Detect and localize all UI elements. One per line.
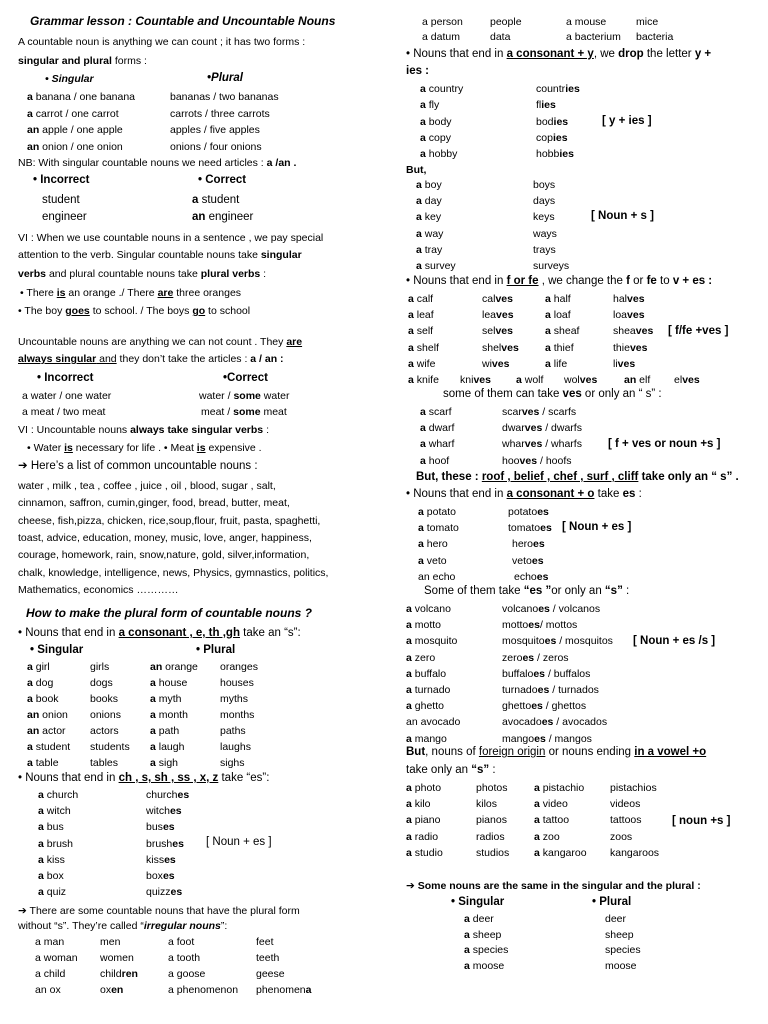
uncount-list-line: cinnamon, saffron, cumin,ginger, food, bread, butter, meat, — [18, 497, 290, 510]
uncount-list-line: courage, homework, rain, snow,nature, gold, silver,information, — [18, 549, 310, 562]
singular-word: an echo — [418, 570, 456, 583]
rule2-tag: [ Noun + es ] — [206, 836, 272, 848]
correct-head-2: •Correct — [223, 372, 268, 384]
singular-word: a motto — [406, 619, 442, 632]
singular-word: a month — [150, 709, 188, 721]
vi1-line-2: attention to the verb. Singular countable nouns take singular — [18, 249, 302, 261]
singular-word: a hobby — [420, 148, 458, 161]
singular-word: a buffalo — [406, 667, 447, 680]
singular-word: a country — [420, 83, 464, 95]
intro-line-2: singular and plural forms : — [18, 55, 147, 67]
plural-word: moose — [605, 959, 637, 972]
plural-form: apples / five apples — [170, 124, 260, 136]
plural-word: calves — [482, 293, 513, 305]
plural-word: bacteria — [636, 31, 674, 43]
plural-word: radios — [476, 830, 505, 843]
plural-word: myths — [220, 693, 249, 705]
plural-word: potatoes — [508, 506, 549, 518]
singular-word: a survey — [416, 260, 456, 272]
same-plural-head: • Plural — [592, 896, 632, 908]
plural-word: vetoes — [512, 554, 544, 567]
plural-word: lives — [613, 357, 636, 370]
singular-form: a carrot / one carrot — [27, 107, 119, 120]
singular-word: a shelf — [408, 341, 439, 354]
plural-word: buffaloes / buffalos — [502, 667, 591, 680]
correct-example: water / some water — [199, 390, 290, 402]
singular-word: a datum — [422, 31, 460, 43]
singular-word: a deer — [464, 913, 494, 925]
singular-word: a body — [420, 115, 452, 128]
incorrect-head-2: • Incorrect — [37, 372, 94, 384]
plural-word: tattoos — [610, 814, 642, 827]
rule4-some-tag: [ f + ves or noun +s ] — [608, 438, 721, 450]
plural-word: children — [100, 968, 138, 980]
singular-word: a leaf — [408, 309, 434, 322]
singular-word: a species — [464, 944, 509, 956]
singular-word: a loaf — [545, 309, 571, 322]
plural-word: loaves — [613, 309, 645, 322]
vi1-line-1: VI : When we use countable nouns in a sentence , we pay special — [18, 232, 324, 244]
plural-word: surveys — [533, 260, 570, 272]
uncount-line-2: always singular and they don’t take the articles : a / an : — [18, 353, 284, 365]
singular-word: an elf — [624, 374, 651, 386]
rule4-but-line: But, these : roof , belief , chef , surf , cliff take only an “ s” . — [416, 471, 739, 483]
plural-word: keys — [533, 211, 555, 224]
same-singular-head: • Singular — [451, 896, 505, 908]
singular-word: a thief — [545, 341, 574, 354]
plural-word: sighs — [220, 757, 245, 769]
singular-word: a sigh — [150, 757, 179, 769]
singular-word: a calf — [408, 293, 434, 305]
singular-word: a wharf — [420, 438, 455, 451]
plural-word: feet — [256, 936, 274, 948]
plural-word: mottoes/ mottos — [502, 619, 578, 632]
plural-word: oranges — [220, 661, 258, 673]
intro-line-1: A countable noun is anything we can count ; it has two forms : — [18, 36, 306, 48]
rule5-some-tag: [ Noun + es /s ] — [633, 635, 716, 647]
singular-word: a tattoo — [534, 814, 570, 827]
singular-word: a hoof — [420, 454, 450, 467]
singular-word: a man — [35, 936, 65, 948]
plural-word: paths — [220, 725, 246, 737]
singular-word: a bus — [38, 821, 64, 834]
singular-word: a knife — [408, 374, 439, 386]
plural-word: teeth — [256, 952, 280, 964]
plural-word: shelves — [482, 341, 519, 354]
rule3-head-cont: ies : — [406, 65, 430, 77]
uncount-list-line: chalk, knowledge, intelligence, news, Physics, gymnastics, politics, — [18, 566, 329, 579]
rule3-head: • Nouns that end in a consonant + y, we drop the letter y + — [406, 48, 712, 60]
plural-word: halves — [613, 293, 645, 305]
singular-word: a key — [416, 211, 442, 224]
singular-word: a mango — [406, 732, 447, 745]
plural-word: kangaroos — [610, 846, 660, 859]
singular-word: a book — [27, 693, 59, 705]
singular-word: a dwarf — [420, 422, 455, 435]
plural-word: photos — [476, 782, 508, 794]
plural-word: kisses — [146, 853, 176, 866]
correct-example: meat / some meat — [201, 406, 287, 418]
singular-word: an actor — [27, 725, 66, 737]
incorrect-example: engineer — [42, 211, 87, 223]
singular-form: an apple / one apple — [27, 124, 123, 136]
correct-example: an engineer — [192, 211, 254, 223]
foreign-line-1: But, nouns of foreign origin or nouns ending in a vowel +o — [406, 746, 707, 758]
rule3-tag: [ y + ies ] — [602, 115, 652, 127]
foreign-line-2: take only an “s” : — [406, 764, 496, 776]
singular-word: a ghetto — [406, 700, 444, 713]
rule1-singular-head: • Singular — [30, 644, 84, 656]
plural-word: elves — [674, 374, 700, 386]
singular-word: a fly — [420, 99, 440, 112]
singular-word: a way — [416, 227, 444, 240]
rule1-plural-head: • Plural — [196, 644, 236, 656]
plural-word: wolves — [564, 374, 598, 386]
plural-word: scarves / scarfs — [502, 406, 577, 418]
plural-form: onions / four onions — [170, 140, 262, 153]
singular-form: an onion / one onion — [27, 140, 123, 153]
uncount-line-1: Uncountable nouns are anything we can not count . They are — [18, 336, 303, 348]
singular-word: a studio — [406, 846, 443, 859]
singular-word: a dog — [27, 677, 54, 689]
singular-word: a life — [545, 357, 568, 370]
singular-word: a zero — [406, 651, 436, 664]
plural-word: months — [220, 709, 255, 721]
plural-word: flies — [536, 99, 556, 112]
plural-word: mice — [636, 16, 659, 28]
singular-word: a moose — [464, 959, 505, 972]
plural-form: bananas / two bananas — [170, 91, 279, 103]
plural-word: phenomena — [256, 984, 312, 996]
singular-word: a wife — [408, 357, 436, 370]
singular-word: a day — [416, 195, 442, 208]
singular-word: a veto — [418, 554, 447, 567]
plural-word: hooves / hoofs — [502, 454, 572, 467]
singular-word: a wolf — [516, 374, 544, 386]
plural-word: books — [90, 693, 119, 705]
plural-word: knives — [460, 374, 491, 386]
plural-word: echoes — [514, 570, 549, 583]
rule2-head: • Nouns that end in ch , s, sh , ss , x, z take “es”: — [18, 772, 270, 784]
plural-word: quizzes — [146, 886, 183, 899]
singular-word: a mosquito — [406, 635, 458, 648]
vi1-example-2: • The boy goes to school. / The boys go to school — [18, 305, 251, 317]
foreign-tag: [ noun +s ] — [672, 815, 731, 827]
plural-word: churches — [146, 789, 190, 801]
singular-word: a photo — [406, 782, 442, 794]
plural-word: mosquitoes / mosquitos — [502, 635, 613, 648]
plural-word: volcanoes / volcanos — [502, 603, 601, 615]
plural-word: turnadoes / turnados — [502, 684, 599, 696]
singular-word: a copy — [420, 131, 451, 144]
plural-word: thieves — [613, 341, 648, 354]
singular-word: a student — [27, 741, 71, 753]
plural-word: zoos — [610, 830, 633, 843]
singular-word: a woman — [35, 952, 78, 964]
rule4-head: • Nouns that end in f or fe , we change the f or fe to v + es : — [406, 275, 713, 287]
plural-word: laughs — [220, 741, 251, 753]
plural-form: carrots / three carrots — [170, 107, 270, 120]
uncount-list-line: cheese, fish,pizza, chicken, rice,soup,flour, fruit, pasta, spaghetti, — [18, 514, 321, 527]
singular-word: an onion — [27, 709, 68, 721]
singular-word: a church — [38, 789, 79, 801]
plural-word: ways — [533, 227, 557, 240]
plural-word: sheaves — [613, 325, 654, 338]
singular-word: a self — [408, 325, 434, 338]
plural-word: days — [533, 195, 556, 208]
vi1-example-1: • There is an orange ./ There are three oranges — [20, 287, 242, 299]
singular-word: a hero — [418, 538, 448, 551]
singular-word: a girl — [27, 661, 50, 673]
irregular-line-2: without “s”. They’re called “irregular nouns”: — [18, 920, 228, 932]
plural-word: boxes — [146, 870, 175, 882]
plural-word: girls — [90, 661, 110, 673]
singular-word: a path — [150, 725, 180, 737]
plural-word: sheep — [605, 928, 634, 941]
singular-word: a child — [35, 968, 66, 980]
plural-word: boys — [533, 179, 556, 191]
plural-word: selves — [482, 325, 513, 338]
irregular-line-1: ➔ There are some countable nouns that have the plural form — [18, 905, 300, 917]
singular-word: a potato — [418, 506, 456, 518]
plural-word: species — [605, 944, 641, 956]
singular-word: a house — [150, 677, 188, 689]
singular-word: a foot — [168, 936, 195, 948]
singular-word: an orange — [150, 661, 198, 673]
singular-word: a volcano — [406, 603, 451, 615]
vi2-line: VI : Uncountable nouns always take singular verbs : — [18, 424, 269, 436]
plural-word: men — [100, 936, 121, 948]
singular-word: a sheep — [464, 928, 502, 941]
plural-word: witches — [146, 805, 182, 818]
vi1-line-3: verbs and plural countable nouns take plural verbs : — [18, 268, 267, 280]
plural-word: people — [490, 16, 522, 28]
plural-word: trays — [533, 243, 556, 256]
plural-word: students — [90, 741, 130, 753]
singular-word: a phenomenon — [168, 984, 239, 996]
rule4-some-head: some of them can take ves or only an “ s” : — [443, 388, 662, 400]
vi2-example: • Water is necessary for life . • Meat is expensive . — [27, 442, 262, 454]
singular-word: a table — [27, 757, 59, 769]
plural-word: zeroes / zeros — [502, 651, 569, 664]
plural-head: •Plural — [207, 72, 243, 84]
plural-word: countries — [536, 83, 580, 95]
page-title: Grammar lesson : Countable and Uncountable Nouns — [30, 14, 336, 28]
singular-head: • Singular — [45, 73, 94, 85]
singular-word: a tooth — [168, 952, 201, 964]
singular-word: a tray — [416, 243, 443, 256]
plural-word: wharves / wharfs — [502, 438, 582, 451]
singular-word: an ox — [35, 984, 61, 996]
plural-word: avocadoes / avocados — [502, 716, 608, 729]
uncount-list-line: water , milk , tea , coffee , juice , oil , blood, sugar , salt, — [18, 480, 276, 492]
singular-word: a kilo — [406, 798, 431, 811]
incorrect-example: a meat / two meat — [22, 406, 106, 418]
uncount-list-line: Mathematics, economics ………… — [18, 583, 179, 596]
singular-word: a pistachio — [534, 782, 585, 794]
plural-word: buses — [146, 821, 175, 834]
rule5-head: • Nouns that end in a consonant + o take es : — [406, 488, 642, 500]
plural-word: dwarves / dwarfs — [502, 422, 582, 435]
singular-form: a banana / one banana — [27, 91, 136, 103]
plural-word: oxen — [100, 984, 124, 996]
plural-word: actors — [90, 725, 119, 737]
plural-word: data — [490, 31, 511, 43]
plural-word: pistachios — [610, 782, 657, 794]
correct-example: a student — [192, 194, 240, 206]
plural-word: heroes — [512, 538, 545, 551]
plural-word: houses — [220, 677, 254, 689]
rule4-tag: [ f/fe +ves ] — [668, 325, 729, 337]
plural-word: kilos — [476, 798, 498, 811]
plural-word: geese — [256, 968, 285, 980]
singular-word: a myth — [150, 693, 182, 705]
plural-word: deer — [605, 913, 627, 925]
plural-word: women — [100, 952, 134, 964]
incorrect-example: student — [42, 194, 80, 206]
singular-word: a scarf — [420, 406, 452, 418]
singular-word: a piano — [406, 814, 441, 827]
singular-word: a goose — [168, 968, 206, 980]
singular-word: an avocado — [406, 716, 461, 729]
singular-word: a brush — [38, 837, 74, 850]
singular-word: a boy — [416, 179, 442, 191]
singular-word: a kiss — [38, 853, 65, 866]
singular-word: a box — [38, 870, 64, 882]
singular-word: a tomato — [418, 522, 459, 535]
plural-word: mangoes / mangos — [502, 732, 592, 745]
rule3-but: But, — [406, 164, 427, 176]
plural-word: onions — [90, 709, 121, 721]
plural-section-title: How to make the plural form of countable nouns ? — [26, 606, 313, 620]
incorrect-example: a water / one water — [22, 390, 112, 402]
singular-word: a person — [422, 16, 463, 28]
plural-word: dogs — [90, 677, 113, 689]
singular-word: a video — [534, 798, 568, 811]
singular-word: a half — [545, 293, 571, 305]
plural-word: bodies — [536, 115, 569, 128]
plural-word: leaves — [482, 309, 514, 322]
singular-word: a zoo — [534, 830, 560, 843]
rule3-but-tag: [ Noun + s ] — [591, 210, 654, 222]
uncount-list-line: toast, advice, education, money, music, love, anger, happiness, — [18, 531, 312, 544]
singular-word: a witch — [38, 805, 71, 818]
uncount-list-head: ➔ Here’s a list of common uncountable nouns : — [18, 460, 258, 472]
plural-word: studios — [476, 846, 510, 859]
plural-word: wives — [482, 357, 510, 370]
singular-word: a quiz — [38, 886, 67, 899]
correct-head-1: • Correct — [198, 174, 247, 186]
plural-word: ghettoes / ghettos — [502, 700, 587, 713]
plural-word: brushes — [146, 837, 184, 850]
singular-word: a mouse — [566, 16, 607, 28]
singular-word: a turnado — [406, 684, 451, 696]
rule1-head: • Nouns that end in a consonant , e, th ,gh take an “s”: — [18, 627, 301, 639]
plural-word: hobbies — [536, 148, 574, 161]
incorrect-head-1: • Incorrect — [33, 174, 90, 186]
singular-word: a sheaf — [545, 325, 580, 338]
singular-word: a bacterium — [566, 31, 621, 43]
plural-word: tables — [90, 757, 119, 769]
singular-word: a kangaroo — [534, 846, 587, 859]
singular-word: a laugh — [150, 741, 185, 753]
singular-word: a radio — [406, 830, 439, 843]
rule5-tag: [ Noun + es ] — [562, 521, 632, 533]
plural-word: copies — [536, 131, 568, 144]
plural-word: videos — [610, 798, 641, 811]
plural-word: pianos — [476, 814, 507, 827]
same-head: ➔ Some nouns are the same in the singular and the plural : — [406, 880, 701, 892]
plural-word: tomatoes — [508, 522, 552, 535]
nb-note: NB: With singular countable nouns we need articles : a /an . — [18, 157, 297, 169]
rule5-some-head: Some of them take “es ”or only an “s” : — [424, 585, 630, 597]
